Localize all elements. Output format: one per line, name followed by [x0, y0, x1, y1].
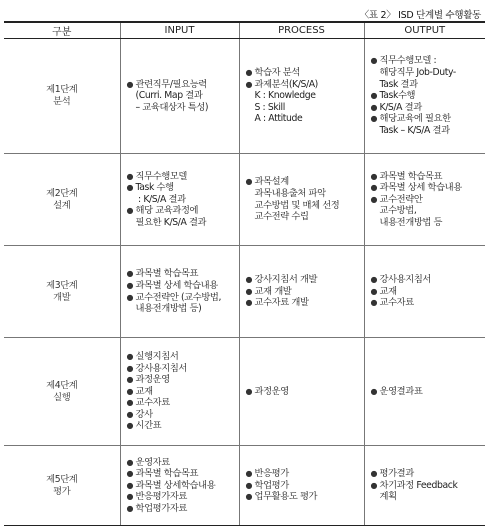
stage-cell [4, 154, 120, 246]
list-item [371, 90, 483, 102]
bullet-icon: ● [370, 286, 378, 296]
bullet-icon: ● [126, 421, 134, 431]
input-cell [120, 39, 239, 154]
item-text: 직무수행모델 [135, 170, 187, 182]
bullet-icon: ● [126, 503, 134, 513]
stage-label: 실행 [53, 391, 71, 403]
list-item [127, 79, 236, 114]
table-row [4, 39, 485, 154]
list-item [127, 182, 236, 205]
item-text: 교수전략안 [379, 193, 423, 205]
bullet-icon: ● [245, 79, 253, 89]
bullet-icon: ● [126, 292, 134, 302]
item-text: 과목별 학습목표 [135, 268, 199, 280]
process-cell [239, 154, 364, 246]
item-text: 과정운영 [254, 385, 289, 397]
item-text: 교수자료 [379, 297, 414, 309]
table-row [4, 154, 485, 246]
item-text: – 교육대상자 특성) [135, 101, 209, 113]
item-text: Task – K/S/A 결과 [379, 124, 450, 136]
bullet-icon: ● [126, 183, 134, 193]
item-text: 해당교육에 필요한 [379, 113, 451, 125]
input-cell [120, 338, 239, 446]
item-text: 해당직무 Job-Duty- [379, 67, 456, 79]
list-item [127, 397, 236, 409]
stage-cell [4, 39, 120, 154]
bullet-icon: ● [126, 398, 134, 408]
list-item [371, 182, 483, 194]
list-item [127, 386, 236, 398]
table-caption: 〈표 2〉 ISD 단계별 수행활동 [359, 10, 481, 21]
item-text: 과제분석(K/S/A) [254, 78, 318, 90]
list-item [371, 113, 483, 136]
header-input: INPUT [120, 22, 239, 39]
stage-label: 개발 [53, 291, 71, 303]
item-text: 차기과정 Feedback [379, 479, 458, 491]
bullet-icon: ● [370, 91, 378, 101]
item-text: 직무수행모델 : [379, 55, 437, 67]
bullet-icon: ● [126, 409, 134, 419]
item-text: 과목별 학습목표 [135, 468, 199, 480]
bullet-icon: ● [370, 183, 378, 193]
list-item [127, 363, 236, 375]
item-text: 학업평가자료 [135, 502, 187, 514]
list-item [246, 480, 361, 492]
input-cell [120, 446, 239, 526]
stage-cell [4, 338, 120, 446]
item-text: 내용전개방법 등) [135, 303, 202, 315]
list-item [127, 457, 236, 469]
list-item [246, 67, 361, 79]
item-text: 교재 [379, 285, 397, 297]
bullet-icon: ● [370, 480, 378, 490]
bullet-icon: ● [126, 171, 134, 181]
stage-label: 평가 [53, 485, 71, 497]
item-text: 교수전략 수립 [254, 211, 309, 223]
bullet-icon: ● [245, 469, 253, 479]
list-item [127, 268, 236, 280]
bullet-icon: ● [245, 492, 253, 502]
stage-label: 제2단계 [46, 187, 78, 199]
item-text: 강사용지침서 [379, 274, 431, 286]
bullet-icon: ● [126, 492, 134, 502]
list-item [371, 274, 483, 286]
bullet-icon: ● [126, 457, 134, 467]
process-cell [239, 446, 364, 526]
item-text: 학업평가 [254, 479, 289, 491]
item-text: 실행지침서 [135, 350, 179, 362]
item-text: 해당 교육과정에 [135, 205, 199, 217]
item-text: 내용전개방법 등 [379, 216, 443, 228]
item-text: 교재 개발 [254, 285, 292, 297]
bullet-icon: ● [126, 363, 134, 373]
table-row [4, 246, 485, 338]
item-text: 교수방법, [379, 205, 417, 217]
bullet-icon: ● [126, 469, 134, 479]
item-text: 교재 [135, 385, 153, 397]
output-cell [364, 446, 485, 526]
item-text: 과목설계 [254, 176, 289, 188]
bullet-icon: ● [245, 298, 253, 308]
item-text: 과목별 학습목표 [379, 170, 443, 182]
item-text: 교수방법 및 매체 선정 [254, 199, 340, 211]
item-text: 과정운영 [135, 374, 170, 386]
bullet-icon: ● [126, 79, 134, 89]
list-item [127, 468, 236, 480]
input-cell [120, 246, 239, 338]
bullet-icon: ● [370, 386, 378, 396]
bullet-icon: ● [126, 375, 134, 385]
output-cell [364, 154, 485, 246]
list-item [246, 79, 361, 125]
item-text: 교수자료 [135, 397, 170, 409]
list-item [371, 194, 483, 229]
list-item [371, 297, 483, 309]
list-item [127, 280, 236, 292]
list-item [127, 374, 236, 386]
item-text: Task 결과 [379, 78, 418, 90]
item-text: 과목별 상세 학습내용 [379, 182, 462, 194]
stage-cell [4, 446, 120, 526]
bullet-icon: ● [370, 298, 378, 308]
list-item [127, 171, 236, 183]
item-text: 평가결과 [379, 468, 414, 480]
list-item [246, 491, 361, 503]
item-text: 과목별 상세 학습내용 [135, 279, 218, 291]
item-text: 반응평가 [254, 468, 289, 480]
list-item [127, 480, 236, 492]
stage-label: 제5단계 [46, 473, 78, 485]
bullet-icon: ● [126, 280, 134, 290]
item-text: 운영자료 [135, 456, 170, 468]
bullet-icon: ● [126, 351, 134, 361]
list-item [127, 292, 236, 315]
bullet-icon: ● [370, 194, 378, 204]
list-item [127, 351, 236, 363]
list-item [371, 480, 483, 503]
bullet-icon: ● [370, 275, 378, 285]
process-cell [239, 338, 364, 446]
item-text: 강사지침서 개발 [254, 274, 318, 286]
list-item [371, 468, 483, 480]
list-item [246, 468, 361, 480]
list-item [246, 274, 361, 286]
bullet-icon: ● [370, 102, 378, 112]
item-text: Task 수행 [135, 182, 174, 194]
bullet-icon: ● [126, 269, 134, 279]
item-text: S : Skill [254, 101, 285, 113]
item-text: 강사용지침서 [135, 362, 187, 374]
process-cell [239, 246, 364, 338]
output-cell [364, 39, 485, 154]
item-text: K/S/A 결과 [379, 101, 422, 113]
stage-label: 제3단계 [46, 279, 78, 291]
item-text: K : Knowledge [254, 90, 316, 102]
bullet-icon: ● [126, 206, 134, 216]
item-text: 운영결과표 [379, 385, 423, 397]
item-text: 반응평가자료 [135, 491, 187, 503]
list-item [246, 297, 361, 309]
bullet-icon: ● [245, 286, 253, 296]
list-item [246, 176, 361, 222]
list-item [371, 171, 483, 183]
item-text: (Curri. Map 결과 [135, 90, 203, 102]
bullet-icon: ● [370, 469, 378, 479]
item-text: : K/S/A 결과 [135, 193, 186, 205]
header-output: OUTPUT [364, 22, 485, 39]
item-text: 교수전략안 (교수방법, [135, 291, 222, 303]
list-item [127, 503, 236, 515]
bullet-icon: ● [370, 56, 378, 66]
isd-stage-table [4, 21, 485, 526]
bullet-icon: ● [245, 68, 253, 78]
item-text: 강사 [135, 408, 153, 420]
list-item [371, 55, 483, 90]
bullet-icon: ● [126, 480, 134, 490]
bullet-icon: ● [245, 480, 253, 490]
item-text: 과목별 상세학습내용 [135, 479, 216, 491]
item-text: 교수자료 개발 [254, 297, 309, 309]
list-item [127, 491, 236, 503]
header-row [4, 22, 485, 39]
item-text: 관련직무/필요능력 [135, 78, 207, 90]
item-text: 필요한 K/S/A 결과 [135, 216, 207, 228]
list-item [246, 386, 361, 398]
bullet-icon: ● [370, 114, 378, 124]
list-item [371, 386, 483, 398]
header-category: 구분 [4, 22, 120, 39]
bullet-icon: ● [245, 177, 253, 187]
stage-label: 제4단계 [46, 379, 78, 391]
item-text: Task수행 [379, 90, 416, 102]
list-item [371, 102, 483, 114]
item-text: 계획 [379, 491, 397, 503]
table-row [4, 446, 485, 526]
stage-cell [4, 246, 120, 338]
item-text: 시간표 [135, 420, 162, 432]
list-item [127, 420, 236, 432]
stage-label: 설계 [53, 199, 71, 211]
output-cell [364, 338, 485, 446]
stage-label: 분석 [53, 96, 71, 107]
stage-label: 제1단계 [46, 84, 78, 96]
item-text: 과목내용출처 파악 [254, 187, 326, 199]
item-text: 업무활용도 평가 [254, 491, 318, 503]
table-row [4, 338, 485, 446]
item-text: 학습자 분석 [254, 67, 300, 79]
process-cell [239, 39, 364, 154]
list-item [246, 286, 361, 298]
bullet-icon: ● [126, 386, 134, 396]
bullet-icon: ● [370, 171, 378, 181]
input-cell [120, 154, 239, 246]
header-process: PROCESS [239, 22, 364, 39]
bullet-icon: ● [245, 386, 253, 396]
bullet-icon: ● [245, 275, 253, 285]
output-cell [364, 246, 485, 338]
list-item [371, 286, 483, 298]
list-item [127, 409, 236, 421]
item-text: A : Attitude [254, 113, 303, 125]
list-item [127, 205, 236, 228]
